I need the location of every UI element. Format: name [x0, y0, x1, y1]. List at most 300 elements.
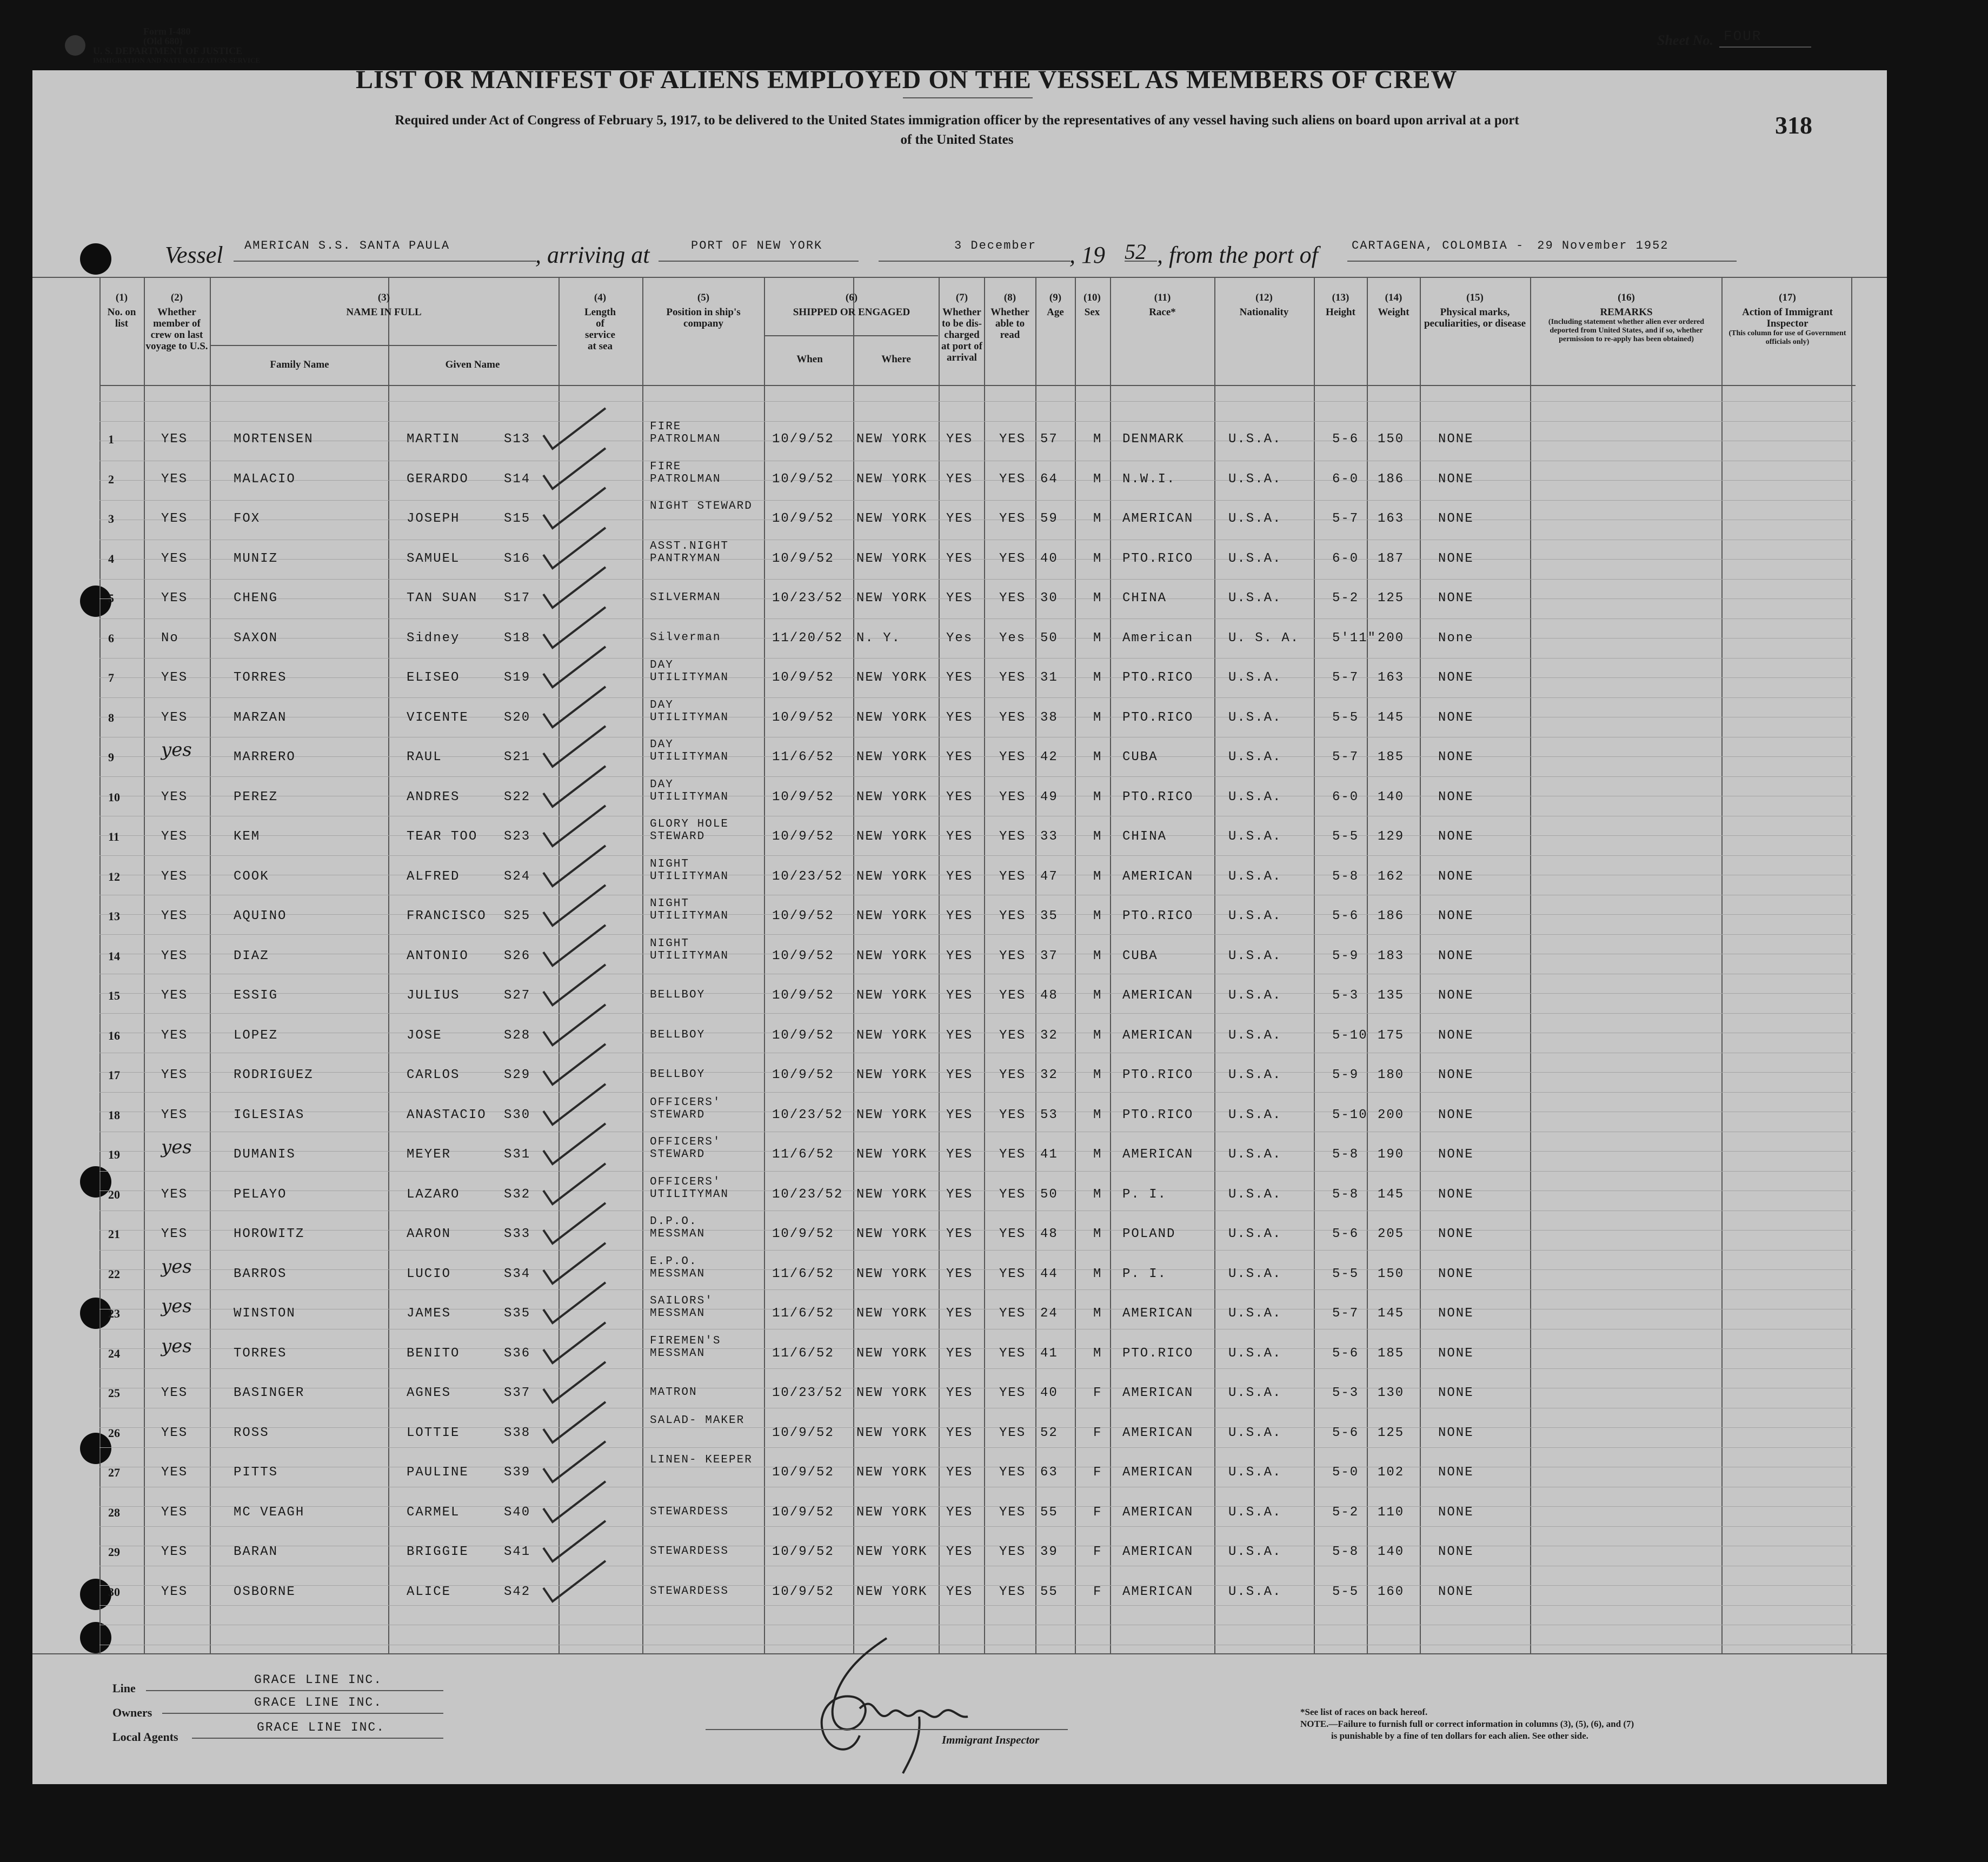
cell-position: STEWARDESS	[650, 1545, 729, 1558]
cell-no: 19	[108, 1148, 120, 1161]
cell-read: YES	[999, 511, 1026, 526]
cell-when: 10/9/52	[772, 1545, 834, 1559]
cell-nationality: U.S.A.	[1228, 1426, 1282, 1440]
cell-sex: F	[1093, 1585, 1102, 1599]
cell-family: BASINGER	[234, 1386, 305, 1400]
cell-age: 52	[1040, 1426, 1058, 1440]
cell-discharged: YES	[946, 670, 973, 685]
vessel-name-field	[234, 239, 536, 262]
cell-sex: M	[1093, 829, 1102, 844]
cell-sex: M	[1093, 1267, 1102, 1281]
col-inspector-header	[1723, 292, 1852, 347]
cell-sex: M	[1093, 909, 1102, 923]
cell-no: 14	[108, 949, 120, 963]
cell-sex: M	[1093, 1068, 1102, 1082]
cell-weight: 102	[1378, 1465, 1405, 1480]
cell-sex: F	[1093, 1465, 1102, 1480]
cell-height: 5-6	[1332, 909, 1359, 923]
cell-weight: 186	[1378, 909, 1405, 923]
cell-no: 28	[108, 1506, 120, 1519]
cell-height: 5-6	[1332, 1426, 1359, 1440]
cell-given: JAMES	[407, 1306, 451, 1321]
cell-family: TORRES	[234, 670, 287, 685]
cell-given: ANDRES	[407, 790, 460, 804]
cell-sex: M	[1093, 631, 1102, 646]
ruled-line	[99, 658, 1856, 659]
cell-read: YES	[999, 1306, 1026, 1321]
cell-marks: NONE	[1438, 1545, 1474, 1559]
line-field	[146, 1673, 443, 1691]
cell-where: NEW YORK	[856, 909, 928, 923]
cell-id: S41	[504, 1545, 531, 1559]
col-service-header	[560, 292, 641, 352]
cell-nationality: U. S. A.	[1228, 631, 1300, 646]
cell-read: YES	[999, 591, 1026, 606]
cell-prev: YES	[161, 710, 188, 725]
cell-nationality: U.S.A.	[1228, 1545, 1282, 1559]
cell-given: ALFRED	[407, 869, 460, 884]
cell-given: LUCIO	[407, 1267, 451, 1281]
cell-age: 64	[1040, 472, 1058, 487]
cell-position: SALAD- MAKER	[650, 1414, 745, 1427]
cell-age: 40	[1040, 1386, 1058, 1400]
cell-where: NEW YORK	[856, 670, 928, 685]
cell-age: 44	[1040, 1267, 1058, 1281]
cell-when: 10/9/52	[772, 432, 834, 447]
cell-read: YES	[999, 949, 1026, 963]
cell-nationality: U.S.A.	[1228, 472, 1282, 487]
cell-discharged: YES	[946, 1028, 973, 1043]
cell-family: KEM	[234, 829, 261, 844]
col-read-header	[985, 292, 1035, 341]
cell-sex: F	[1093, 1545, 1102, 1559]
shipped-subheader-rule	[765, 335, 938, 336]
ruled-line	[99, 835, 1856, 836]
cell-marks: NONE	[1438, 988, 1474, 1003]
cell-position: E.P.O. MESSMAN	[650, 1255, 706, 1280]
cell-family: MUNIZ	[234, 551, 278, 566]
cell-sex: M	[1093, 511, 1102, 526]
col-service-index: (4)	[594, 292, 607, 303]
cell-race: PTO.RICO	[1122, 1346, 1194, 1361]
cell-given: JOSEPH	[407, 511, 460, 526]
cell-given: JULIUS	[407, 988, 460, 1003]
cell-weight: 163	[1378, 670, 1405, 685]
col-remarks-note: (Including statement whether alien ever ordered deported from United States, and if so, whether permission to re-apply has been obtained)	[1548, 318, 1705, 343]
cell-read: YES	[999, 909, 1026, 923]
ruled-line	[99, 1447, 1856, 1448]
cell-given: CARMEL	[407, 1505, 460, 1520]
cell-marks: NONE	[1438, 949, 1474, 963]
cell-prev: yes	[161, 739, 192, 761]
cell-nationality: U.S.A.	[1228, 1068, 1282, 1082]
cell-position: FIREMEN'S MESSMAN	[650, 1335, 721, 1360]
cell-prev: YES	[161, 790, 188, 804]
cell-no: 4	[108, 552, 114, 566]
cell-given: GERARDO	[407, 472, 469, 487]
punch-hole	[80, 586, 111, 617]
cell-discharged: YES	[946, 1465, 973, 1480]
cell-nationality: U.S.A.	[1228, 710, 1282, 725]
cell-id: S13	[504, 432, 531, 447]
col-weight-index: (14)	[1385, 292, 1402, 303]
cell-discharged: YES	[946, 1108, 973, 1122]
cell-when: 10/9/52	[772, 710, 834, 725]
cell-position: NIGHT UTILITYMAN	[650, 897, 729, 922]
cell-no: 10	[108, 790, 120, 804]
cell-position: NIGHT UTILITYMAN	[650, 858, 729, 883]
cell-race: AMERICAN	[1122, 1505, 1194, 1520]
cell-age: 31	[1040, 670, 1058, 685]
cell-discharged: Yes	[946, 631, 973, 646]
cell-age: 50	[1040, 631, 1058, 646]
ruled-line	[99, 1368, 1856, 1369]
col-remarks-label: REMARKS	[1600, 307, 1653, 318]
cell-age: 55	[1040, 1505, 1058, 1520]
cell-read: YES	[999, 750, 1026, 764]
ruled-line	[99, 1348, 1856, 1349]
cell-where: NEW YORK	[856, 829, 928, 844]
cell-read: YES	[999, 1227, 1026, 1241]
col-prev-voyage-index: (2)	[170, 292, 183, 303]
cell-when: 10/23/52	[772, 591, 843, 606]
cell-height: 5-9	[1332, 1068, 1359, 1082]
cell-id: S25	[504, 909, 531, 923]
cell-weight: 180	[1378, 1068, 1405, 1082]
cell-given: TAN SUAN	[407, 591, 478, 606]
ruled-line	[99, 1289, 1856, 1290]
cell-id: S26	[504, 949, 531, 963]
cell-prev: No	[161, 631, 179, 646]
cell-where: NEW YORK	[856, 472, 928, 487]
col-discharge-index: (7)	[955, 292, 968, 303]
cell-discharged: YES	[946, 869, 973, 884]
cell-no: 16	[108, 1029, 120, 1042]
col-height-header	[1315, 292, 1366, 318]
cell-height: 5-7	[1332, 670, 1359, 685]
cell-id: S28	[504, 1028, 531, 1043]
cell-id: S38	[504, 1426, 531, 1440]
cell-discharged: YES	[946, 1545, 973, 1559]
cell-given: AARON	[407, 1227, 451, 1241]
cell-nationality: U.S.A.	[1228, 1108, 1282, 1122]
cell-prev: YES	[161, 869, 188, 884]
cell-marks: NONE	[1438, 1068, 1474, 1082]
cell-weight: 163	[1378, 511, 1405, 526]
cell-sex: M	[1093, 551, 1102, 566]
col-position-index: (5)	[697, 292, 710, 303]
cell-prev: YES	[161, 591, 188, 606]
cell-id: S37	[504, 1386, 531, 1400]
ruled-line	[99, 1230, 1856, 1231]
cell-family: IGLESIAS	[234, 1108, 305, 1122]
col-service-label: Length of service at sea	[584, 307, 616, 352]
col-race-index: (11)	[1154, 292, 1171, 303]
col-given-name-header: Given Name	[445, 359, 500, 370]
cell-prev: yes	[161, 1256, 192, 1278]
col-prev-voyage-label: Whether member of crew on last voyage to U.S.	[145, 307, 208, 352]
ruled-line	[99, 1427, 1856, 1428]
cell-family: FOX	[234, 511, 261, 526]
cell-discharged: YES	[946, 1426, 973, 1440]
cell-id: S19	[504, 670, 531, 685]
line-label: Line	[112, 1681, 136, 1695]
cell-given: BRIGGIE	[407, 1545, 469, 1559]
cell-family: MALACIO	[234, 472, 296, 487]
cell-position: NIGHT STEWARD	[650, 500, 753, 513]
page-number: 318	[1775, 111, 1812, 139]
cell-weight: 110	[1378, 1505, 1405, 1520]
cell-given: VICENTE	[407, 710, 469, 725]
cell-when: 11/6/52	[772, 1147, 834, 1162]
cell-read: YES	[999, 432, 1026, 447]
title-underline	[903, 97, 1033, 98]
cell-prev: yes	[161, 1295, 192, 1317]
ruled-line	[99, 1526, 1856, 1527]
cell-age: 39	[1040, 1545, 1058, 1559]
col-weight-label: Weight	[1378, 307, 1409, 318]
cell-height: 5-3	[1332, 1386, 1359, 1400]
cell-age: 35	[1040, 909, 1058, 923]
cell-race: American	[1122, 631, 1194, 646]
cell-marks: NONE	[1438, 829, 1474, 844]
cell-read: YES	[999, 551, 1026, 566]
cell-where: NEW YORK	[856, 432, 928, 447]
ruled-line	[99, 1151, 1856, 1152]
cell-marks: NONE	[1438, 511, 1474, 526]
cell-prev: YES	[161, 949, 188, 963]
ruled-line	[99, 776, 1856, 777]
cell-discharged: YES	[946, 1386, 973, 1400]
cell-race: AMERICAN	[1122, 1147, 1194, 1162]
cell-discharged: YES	[946, 710, 973, 725]
cell-age: 59	[1040, 511, 1058, 526]
cell-where: NEW YORK	[856, 710, 928, 725]
cell-position: BELLBOY	[650, 1068, 706, 1081]
cell-where: NEW YORK	[856, 1187, 928, 1202]
cell-family: COOK	[234, 869, 269, 884]
cell-where: NEW YORK	[856, 949, 928, 963]
cell-marks: NONE	[1438, 472, 1474, 487]
cell-read: YES	[999, 790, 1026, 804]
cell-id: S23	[504, 829, 531, 844]
cell-given: RAUL	[407, 750, 442, 764]
agents-field	[192, 1720, 443, 1739]
cell-age: 40	[1040, 551, 1058, 566]
cell-id: S36	[504, 1346, 531, 1361]
cell-sex: F	[1093, 1505, 1102, 1520]
cell-when: 11/20/52	[772, 631, 843, 646]
cell-sex: M	[1093, 670, 1102, 685]
cell-race: CUBA	[1122, 949, 1158, 963]
cell-id: S39	[504, 1465, 531, 1480]
cell-discharged: YES	[946, 1505, 973, 1520]
cell-discharged: YES	[946, 829, 973, 844]
col-discharge-header	[940, 292, 984, 363]
cell-family: MARZAN	[234, 710, 287, 725]
cell-discharged: YES	[946, 1306, 973, 1321]
cell-where: NEW YORK	[856, 511, 928, 526]
cell-when: 10/23/52	[772, 1386, 843, 1400]
cell-discharged: YES	[946, 1187, 973, 1202]
cell-weight: 135	[1378, 988, 1405, 1003]
cell-marks: NONE	[1438, 1465, 1474, 1480]
cell-weight: 185	[1378, 750, 1405, 764]
cell-position: STEWARDESS	[650, 1585, 729, 1598]
cell-no: 13	[108, 909, 120, 923]
cell-when: 10/9/52	[772, 790, 834, 804]
cell-marks: NONE	[1438, 909, 1474, 923]
cell-family: PITTS	[234, 1465, 278, 1480]
cell-id: S14	[504, 472, 531, 487]
cell-given: ANASTACIO	[407, 1108, 487, 1122]
cell-prev: yes	[161, 1335, 192, 1357]
cell-weight: 160	[1378, 1585, 1405, 1599]
cell-no: 20	[108, 1188, 120, 1201]
cell-read: YES	[999, 988, 1026, 1003]
cell-id: S34	[504, 1267, 531, 1281]
cell-no: 8	[108, 711, 114, 724]
cell-height: 5-7	[1332, 750, 1359, 764]
ruled-line	[99, 579, 1856, 580]
cell-read: YES	[999, 1505, 1026, 1520]
cell-race: AMERICAN	[1122, 1386, 1194, 1400]
cell-given: MARTIN	[407, 432, 460, 447]
cell-nationality: U.S.A.	[1228, 1585, 1282, 1599]
col-weight-header	[1368, 292, 1419, 318]
cell-no: 23	[108, 1307, 120, 1320]
col-family-name-header: Family Name	[270, 359, 329, 370]
cell-position: STEWARDESS	[650, 1506, 729, 1518]
cell-id: S22	[504, 790, 531, 804]
cell-no: 21	[108, 1227, 120, 1241]
agents-value: GRACE LINE INC.	[257, 1720, 385, 1734]
cell-weight: 145	[1378, 1187, 1405, 1202]
cell-nationality: U.S.A.	[1228, 551, 1282, 566]
cell-given: Sidney	[407, 631, 460, 646]
cell-sex: M	[1093, 790, 1102, 804]
cell-read: Yes	[999, 631, 1026, 646]
col-number-header	[103, 292, 141, 329]
col-position-header	[643, 292, 763, 329]
cell-age: 42	[1040, 750, 1058, 764]
cell-age: 47	[1040, 869, 1058, 884]
col-read-label: Whether able to read	[990, 307, 1029, 341]
cell-position: GLORY HOLE STEWARD	[650, 818, 729, 843]
cell-discharged: YES	[946, 1585, 973, 1599]
cell-marks: NONE	[1438, 1187, 1474, 1202]
cell-marks: NONE	[1438, 1426, 1474, 1440]
punch-hole	[80, 1433, 111, 1464]
cell-nationality: U.S.A.	[1228, 1346, 1282, 1361]
cell-weight: 187	[1378, 551, 1405, 566]
cell-nationality: U.S.A.	[1228, 1386, 1282, 1400]
cell-sex: M	[1093, 1147, 1102, 1162]
cell-age: 32	[1040, 1068, 1058, 1082]
cell-prev: YES	[161, 1585, 188, 1599]
penalty-note-2: is punishable by a fine of ten dollars for each alien. See other side.	[1331, 1731, 1588, 1741]
cell-position: FIRE PATROLMAN	[650, 461, 721, 486]
cell-where: NEW YORK	[856, 1028, 928, 1043]
col-age-label: Age	[1047, 307, 1064, 318]
cell-position: DAY UTILITYMAN	[650, 699, 729, 724]
cell-sex: M	[1093, 591, 1102, 606]
cell-height: 5-9	[1332, 949, 1359, 963]
cell-age: 33	[1040, 829, 1058, 844]
col-number-label: No. on list	[107, 307, 136, 329]
cell-id: S32	[504, 1187, 531, 1202]
cell-id: S42	[504, 1585, 531, 1599]
col-race-label: Race*	[1149, 307, 1176, 318]
requirement-line-2: of the United States	[900, 132, 1014, 147]
cell-height: 5-5	[1332, 1267, 1359, 1281]
col-sex-header	[1076, 292, 1108, 318]
cell-no: 30	[108, 1585, 120, 1599]
ruled-line	[99, 855, 1856, 856]
cell-family: PELAYO	[234, 1187, 287, 1202]
cell-no: 2	[108, 473, 114, 486]
cell-id: S31	[504, 1147, 531, 1162]
arriving-label: , arriving at	[535, 242, 650, 268]
cell-weight: 145	[1378, 710, 1405, 725]
cell-nationality: U.S.A.	[1228, 1465, 1282, 1480]
cell-sex: M	[1093, 1227, 1102, 1241]
punch-hole	[80, 1622, 111, 1653]
col-discharge-label: Whether to be dis-charged at port of arrival	[941, 307, 982, 363]
requirement-line-1: Required under Act of Congress of February 5, 1917, to be delivered to the United States immigration officer by the representatives of any vessel having such aliens on board upon arrival at a port	[395, 113, 1519, 128]
cell-nationality: U.S.A.	[1228, 988, 1282, 1003]
cell-height: 5-2	[1332, 1505, 1359, 1520]
cell-age: 57	[1040, 432, 1058, 447]
cell-family: CHENG	[234, 591, 278, 606]
cell-read: YES	[999, 1108, 1026, 1122]
cell-id: S35	[504, 1306, 531, 1321]
cell-marks: NONE	[1438, 869, 1474, 884]
cell-read: YES	[999, 869, 1026, 884]
col-name-index: (3)	[377, 292, 390, 303]
cell-height: 5-6	[1332, 1227, 1359, 1241]
arriving-port-field	[659, 239, 859, 262]
cell-weight: 125	[1378, 1426, 1405, 1440]
col-marks-label: Physical marks, peculiarities, or disease	[1424, 307, 1526, 329]
arrival-date: 3 December	[954, 239, 1037, 252]
cell-read: YES	[999, 472, 1026, 487]
col-inspector-label: Action of Immigrant Inspector	[1742, 307, 1833, 329]
cell-height: 5-2	[1332, 591, 1359, 606]
ruled-line	[99, 1585, 1856, 1586]
cell-nationality: U.S.A.	[1228, 1028, 1282, 1043]
cell-where: NEW YORK	[856, 1426, 928, 1440]
cell-no: 24	[108, 1347, 120, 1360]
cell-position: OFFICERS' STEWARD	[650, 1096, 721, 1121]
cell-id: S29	[504, 1068, 531, 1082]
col-where-header: Where	[881, 354, 911, 365]
cell-age: 41	[1040, 1346, 1058, 1361]
cell-when: 10/23/52	[772, 869, 843, 884]
cell-read: YES	[999, 1346, 1026, 1361]
cell-nationality: U.S.A.	[1228, 1187, 1282, 1202]
cell-weight: 175	[1378, 1028, 1405, 1043]
cell-discharged: YES	[946, 1227, 973, 1241]
cell-nationality: U.S.A.	[1228, 829, 1282, 844]
cell-height: 5'11"	[1332, 631, 1377, 646]
cell-marks: NONE	[1438, 591, 1474, 606]
ruled-line	[99, 598, 1856, 599]
cell-prev: YES	[161, 1108, 188, 1122]
cell-prev: YES	[161, 472, 188, 487]
cell-no: 29	[108, 1545, 120, 1559]
cell-age: 53	[1040, 1108, 1058, 1122]
